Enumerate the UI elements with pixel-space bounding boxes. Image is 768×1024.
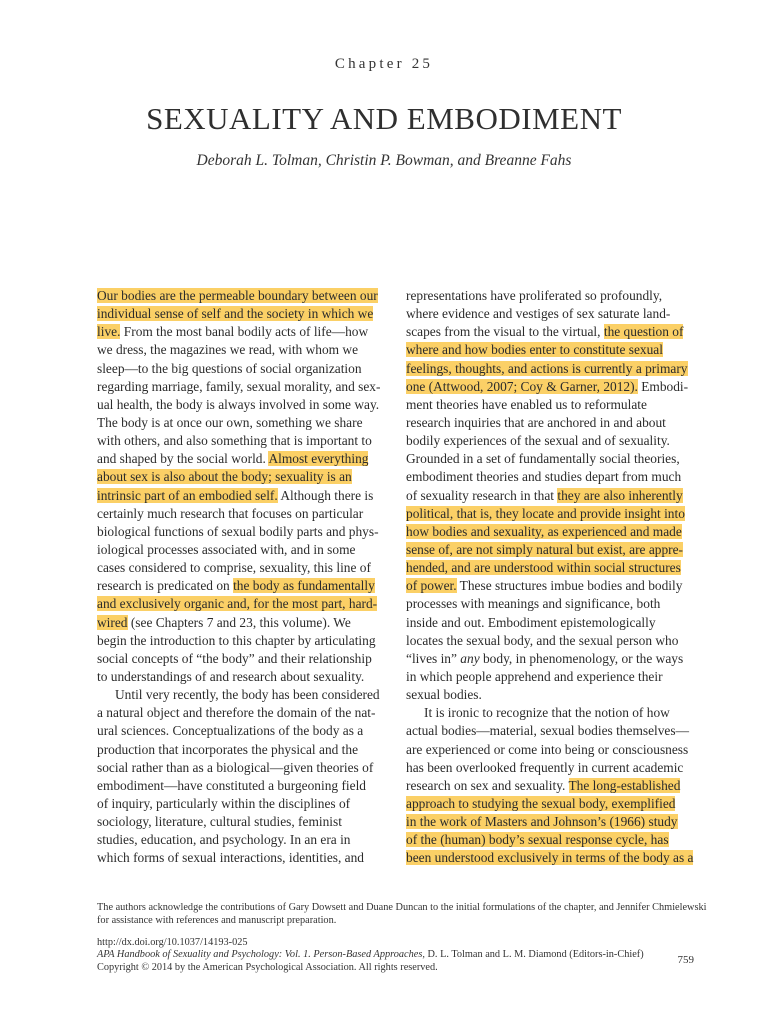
highlighted-text: of power. <box>406 578 457 594</box>
highlighted-text: sense of, are not simply natural but exist, are appre- <box>406 541 684 557</box>
highlighted-text: where and how bodies enter to constitute sexual <box>406 342 663 358</box>
text-line <box>406 341 694 359</box>
body-text: sleep—to the big questions of social organization <box>97 360 362 376</box>
highlighted-text: in the work of Masters and Johnson’s (1966) study <box>406 814 678 830</box>
text-line <box>97 432 385 450</box>
text-line <box>406 741 694 759</box>
chapter-word: Chapter <box>334 56 405 72</box>
text-line <box>97 414 385 432</box>
text-line <box>406 595 694 613</box>
text-line <box>406 849 694 867</box>
page-number: 759 <box>677 954 694 966</box>
text-line <box>406 541 694 559</box>
text-line <box>406 323 694 341</box>
body-text: It is ironic to recognize that the notion of how <box>424 705 670 721</box>
text-line <box>97 378 385 396</box>
editors: D. L. Tolman and L. M. Diamond (Editors-in-Chief) <box>424 949 644 961</box>
body-text: Until very recently, the body has been considered <box>115 687 380 703</box>
text-line <box>97 632 385 650</box>
body-text: which forms of sexual interactions, identities, and <box>97 850 365 866</box>
text-line <box>97 487 385 505</box>
highlighted-text: and exclusively organic and, for the most part, hard- <box>97 596 378 612</box>
left-column <box>97 287 385 868</box>
text-line <box>97 759 385 777</box>
body-text: of sexuality research in that <box>406 487 558 503</box>
highlighted-text: Almost everything <box>268 451 369 467</box>
source-info <box>97 937 657 974</box>
body-text: Grounded in a set of fundamentally social theories, <box>406 451 680 467</box>
highlighted-text: been understood exclusively in terms of the body as a <box>406 850 694 866</box>
body-text: research is predicated on <box>97 578 234 594</box>
text-line <box>406 559 694 577</box>
text-line <box>97 577 385 595</box>
highlighted-text: about sex is also about the body; sexuality is an <box>97 469 352 485</box>
highlighted-text: the body as fundamentally <box>233 578 375 594</box>
body-text: research inquiries that are anchored in and about <box>406 414 666 430</box>
text-line <box>97 795 385 813</box>
text-line <box>406 777 694 795</box>
highlighted-text: individual sense of self and the society in which we <box>97 306 374 322</box>
text-line <box>97 323 385 341</box>
page-title: SEXUALITY AND EMBODIMENT <box>146 101 622 136</box>
text-line <box>97 686 385 704</box>
text-line <box>97 704 385 722</box>
text-line <box>97 722 385 740</box>
text-line <box>97 559 385 577</box>
highlighted-text: hended, and are understood within social structures <box>406 560 681 576</box>
body-text: studies, education, and psychology. In an era in <box>97 832 351 848</box>
body-text: cases considered to comprise, sexuality, this line of <box>97 560 371 576</box>
handbook-title: APA Handbook of Sexuality and Psychology: Vol. 1. Person-Based Approaches, <box>97 949 425 961</box>
text-line <box>97 741 385 759</box>
highlighted-text: the question of <box>603 324 684 340</box>
text-line <box>97 668 385 686</box>
copyright-line: Copyright © 2014 by the American Psychological Association. All rights reserved. <box>97 961 438 973</box>
highlighted-text: how bodies and sexuality, as experienced and made <box>406 523 682 539</box>
body-text: ural sciences. Conceptualizations of the body as a <box>97 723 364 739</box>
body-text: embodiment—have constituted a burgeoning field <box>97 777 366 793</box>
body-text: ual health, the body is always involved in some way. <box>97 396 380 412</box>
highlighted-text: feelings, thoughts, and actions is currently a primary <box>406 360 688 376</box>
body-text: with others, and also something that is important to <box>97 433 372 449</box>
highlighted-text: one (Attwood, 2007; Coy & Garner, 2012). <box>406 378 638 394</box>
text-line <box>97 541 385 559</box>
body-text: processes with meanings and significance, both <box>406 596 661 612</box>
right-column <box>406 287 694 868</box>
citation-line <box>97 949 657 961</box>
body-text: The body is at once our own, something we share <box>97 414 363 430</box>
text-line <box>406 468 694 486</box>
highlighted-text: live. <box>97 324 121 340</box>
body-text: ment theories have enabled us to reformulate <box>406 396 647 412</box>
text-line <box>97 468 385 486</box>
text-line <box>406 813 694 831</box>
body-text: we dress, the magazines we read, with whom we <box>97 342 359 358</box>
body-text: (see Chapters 7 and 23, this volume). We <box>127 614 351 630</box>
text-line <box>406 523 694 541</box>
body-text: embodiment theories and studies depart from much <box>406 469 682 485</box>
text-line <box>97 396 385 414</box>
body-text: “lives in” <box>406 650 461 666</box>
highlighted-text: of the (human) body’s sexual response cycle, has <box>406 832 669 848</box>
text-line <box>97 650 385 668</box>
body-text: and shaped by the social world. <box>97 451 269 467</box>
text-line <box>406 650 694 668</box>
body-text: begin the introduction to this chapter by articulating <box>97 632 376 648</box>
highlighted-text: political, that is, they locate and provide insight into <box>406 505 685 521</box>
body-text: in which people apprehend and experience their <box>406 668 663 684</box>
text-line <box>97 813 385 831</box>
text-line <box>406 305 694 323</box>
text-line <box>97 450 385 468</box>
doi-link[interactable]: http://dx.doi.org/10.1037/14193-025 <box>97 937 248 948</box>
text-line <box>97 849 385 867</box>
text-line <box>97 505 385 523</box>
body-text: iological processes associated with, and in some <box>97 541 356 557</box>
body-text: social rather than as a biological—given theories of <box>97 759 374 775</box>
text-line <box>406 704 694 722</box>
body-text: sociology, literature, cultural studies, feminist <box>97 814 342 830</box>
chapter-number: 25 <box>411 56 434 72</box>
body-text: inside and out. Embodiment epistemologically <box>406 614 656 630</box>
body-text: scapes from the visual to the virtual, <box>406 324 604 340</box>
highlighted-text: intrinsic part of an embodied self. <box>97 487 278 503</box>
highlighted-text: Our bodies are the permeable boundary between our <box>97 288 378 303</box>
body-text: research on sex and sexuality. <box>406 777 569 793</box>
text-line <box>406 287 694 305</box>
text-line <box>406 378 694 396</box>
body-text: are experienced or come into being or consciousness <box>406 741 689 757</box>
body-text: locates the sexual body, and the sexual person who <box>406 632 679 648</box>
body-text: production that incorporates the physical and the <box>97 741 359 757</box>
chapter-label <box>0 56 768 73</box>
body-text: certainly much research that focuses on particular <box>97 505 364 521</box>
body-text: to understandings of and research about sexuality. <box>97 668 365 684</box>
text-line <box>406 577 694 595</box>
text-line <box>97 360 385 378</box>
highlighted-text: The long-established <box>568 777 681 793</box>
text-line <box>97 287 385 305</box>
body-text: bodily experiences of the sexual and of sexuality. <box>406 433 670 449</box>
text-line <box>97 614 385 632</box>
body-text: sexual bodies. <box>406 687 482 703</box>
body-text: Although there is <box>277 487 374 503</box>
text-line <box>406 432 694 450</box>
text-line <box>97 523 385 541</box>
text-line <box>406 414 694 432</box>
text-line <box>406 632 694 650</box>
body-text: any <box>460 650 480 666</box>
text-line <box>406 722 694 740</box>
text-line <box>406 686 694 704</box>
text-line <box>406 795 694 813</box>
body-text: From the most banal bodily acts of life—how <box>120 324 369 340</box>
body-text: of inquiry, particularly within the disciplines of <box>97 795 351 811</box>
text-line <box>406 505 694 523</box>
text-line <box>97 341 385 359</box>
body-text: where evidence and vestiges of sex saturate land- <box>406 306 671 322</box>
text-line <box>97 595 385 613</box>
text-line <box>97 831 385 849</box>
text-line <box>406 831 694 849</box>
body-text: regarding marriage, family, sexual morality, and sex- <box>97 378 381 394</box>
highlighted-text: they are also inherently <box>557 487 683 503</box>
body-text: a natural object and therefore the domain of the nat- <box>97 705 376 721</box>
body-text: social concepts of “the body” and their relationship <box>97 650 372 666</box>
text-line <box>406 668 694 686</box>
body-text: Embodi- <box>637 378 689 394</box>
text-line <box>406 396 694 414</box>
text-line <box>406 450 694 468</box>
text-line <box>406 487 694 505</box>
text-line <box>406 759 694 777</box>
body-text: body, in phenomenology, or the ways <box>479 650 684 666</box>
highlighted-text: approach to studying the sexual body, exemplified <box>406 795 676 811</box>
body-text: representations have proliferated so profoundly, <box>406 288 663 303</box>
body-text: actual bodies—material, sexual bodies themselves— <box>406 723 689 739</box>
body-text: biological functions of sexual bodily parts and phys- <box>97 523 379 539</box>
text-line <box>97 777 385 795</box>
text-line <box>406 360 694 378</box>
text-line <box>406 614 694 632</box>
authors: Deborah L. Tolman, Christin P. Bowman, and Breanne Fahs <box>196 152 572 169</box>
body-text: These structures imbue bodies and bodily <box>456 578 683 594</box>
highlighted-text: wired <box>97 614 128 630</box>
acknowledgment-footnote: The authors acknowledge the contributions of Gary Dowsett and Duane Duncan to the initial formulations of the chapter, and Jennifer Chmielewski for assistance with references and manuscript preparation. <box>97 902 707 926</box>
text-line <box>97 305 385 323</box>
body-text: has been overlooked frequently in current academic <box>406 759 684 775</box>
